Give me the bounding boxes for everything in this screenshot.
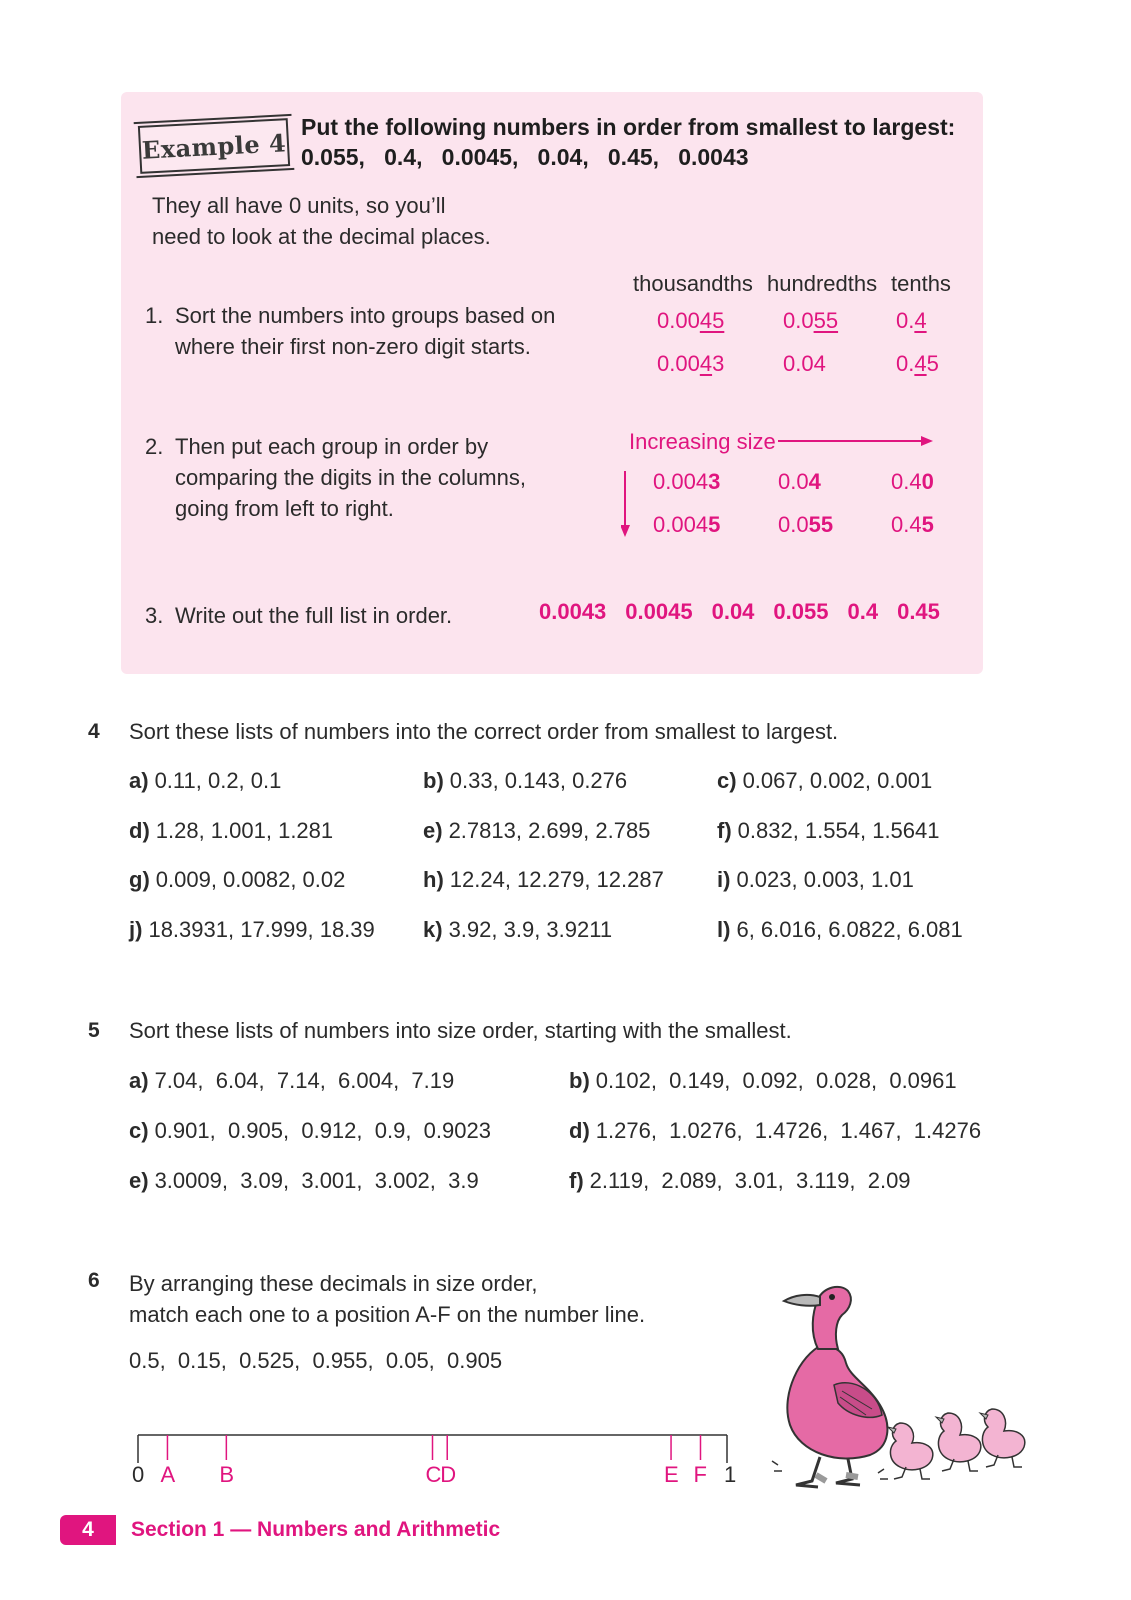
step-2-number: 2. — [145, 434, 164, 459]
q4-item-a: a) 0.11, 0.2, 0.1 — [129, 768, 282, 793]
question-5-text: Sort these lists of numbers into size order, starting with the smallest. — [129, 1018, 792, 1043]
ordered-value: 0.0043 — [653, 469, 721, 494]
q4-item-j: j) 18.3931, 17.999, 18.39 — [129, 917, 375, 942]
group-value: 0.055 — [783, 308, 839, 333]
col-tenths: tenths — [891, 271, 951, 296]
group-value: 0.0043 — [657, 351, 725, 376]
duck-illustration — [760, 1285, 1060, 1500]
number-line-label-d: D — [440, 1462, 457, 1487]
example-numbers: 0.055, 0.4, 0.0045, 0.04, 0.45, 0.0043 — [301, 144, 749, 170]
step-1-text: Sort the numbers into groups based on where their first non-zero digit starts. — [175, 303, 556, 359]
example-box — [121, 92, 983, 674]
q5-item-b: b) 0.102, 0.149, 0.092, 0.028, 0.0961 — [569, 1068, 957, 1093]
number-line-end-label: 1 — [724, 1462, 737, 1487]
final-value: 0.0045 — [625, 599, 693, 624]
q5-item-d: d) 1.276, 1.0276, 1.4726, 1.467, 1.4276 — [569, 1118, 982, 1143]
q4-item-f: f) 0.832, 1.554, 1.5641 — [717, 818, 940, 843]
q4-item-k: k) 3.92, 3.9, 3.9211 — [423, 917, 613, 942]
ordered-value: 0.0045 — [653, 512, 721, 537]
group-value: 0.0045 — [657, 308, 725, 333]
final-ordered-list — [539, 599, 940, 625]
section-title: Section 1 — Numbers and Arithmetic — [131, 1518, 501, 1541]
final-value: 0.45 — [897, 599, 940, 624]
q4-item-b: b) 0.33, 0.143, 0.276 — [423, 768, 628, 793]
q5-item-f: f) 2.119, 2.089, 3.01, 3.119, 2.09 — [569, 1168, 911, 1193]
final-value: 0.4 — [847, 599, 879, 624]
number-line-start-label: 0 — [132, 1462, 145, 1487]
number-line-label-b: B — [219, 1462, 235, 1487]
q4-item-c: c) 0.067, 0.002, 0.001 — [717, 768, 933, 793]
duckling-3 — [980, 1409, 1025, 1467]
example-stamp: Example 4 — [138, 118, 290, 174]
duckling-1 — [888, 1423, 933, 1479]
final-value: 0.0043 — [539, 599, 607, 624]
question-4-text: Sort these lists of numbers into the correct order from smallest to largest. — [129, 719, 839, 744]
question-6-text: By arranging these decimals in size order, match each one to a position A-F on the number line. — [129, 1271, 646, 1327]
group-value: 0.45 — [896, 351, 939, 376]
question-4-number: 4 — [88, 720, 100, 743]
step-1-number: 1. — [145, 303, 164, 328]
duckling-2 — [936, 1413, 981, 1471]
step-2-text: Then put each group in order by comparing the digits in the columns, going from left to right. — [175, 434, 526, 521]
group-value: 0.4 — [896, 308, 927, 333]
number-line-label-f: F — [693, 1462, 707, 1487]
example-intro: They all have 0 units, so you’ll need to look at the decimal places. — [152, 193, 491, 249]
col-thousandths: thousandths — [633, 271, 753, 296]
ordered-value: 0.04 — [778, 469, 821, 494]
q5-item-e: e) 3.0009, 3.09, 3.001, 3.002, 3.9 — [129, 1168, 479, 1193]
page-number: 4 — [60, 1515, 116, 1545]
q4-item-g: g) 0.009, 0.0082, 0.02 — [129, 867, 346, 892]
question-5-number: 5 — [88, 1019, 100, 1042]
col-hundredths: hundredths — [767, 271, 878, 296]
ordered-value: 0.45 — [891, 512, 934, 537]
q4-item-i: i) 0.023, 0.003, 1.01 — [717, 867, 914, 892]
number-line-label-c: C — [425, 1462, 442, 1487]
final-value: 0.04 — [711, 599, 755, 624]
question-6-number: 6 — [88, 1269, 100, 1292]
ordered-value: 0.40 — [891, 469, 934, 494]
number-line-label-e: E — [664, 1462, 679, 1487]
group-value: 0.04 — [783, 351, 826, 376]
q5-item-c: c) 0.901, 0.905, 0.912, 0.9, 0.9023 — [129, 1118, 491, 1143]
example-title: Put the following numbers in order from smallest to largest: — [301, 114, 956, 140]
q4-item-h: h) 12.24, 12.279, 12.287 — [423, 867, 664, 892]
question-6-numbers: 0.5, 0.15, 0.525, 0.955, 0.05, 0.905 — [129, 1348, 503, 1373]
step-3-text: Write out the full list in order. — [175, 603, 453, 628]
increasing-size-label: Increasing size — [629, 429, 776, 454]
q4-item-d: d) 1.28, 1.001, 1.281 — [129, 818, 334, 843]
final-value: 0.055 — [773, 599, 829, 624]
number-line — [100, 1430, 760, 1490]
q5-item-a: a) 7.04, 6.04, 7.14, 6.004, 7.19 — [129, 1068, 455, 1093]
number-line-label-a: A — [160, 1462, 176, 1487]
q4-item-l: l) 6, 6.016, 6.0822, 6.081 — [717, 917, 963, 942]
q4-item-e: e) 2.7813, 2.699, 2.785 — [423, 818, 651, 843]
step-3-number: 3. — [145, 603, 164, 628]
ordered-value: 0.055 — [778, 512, 834, 537]
